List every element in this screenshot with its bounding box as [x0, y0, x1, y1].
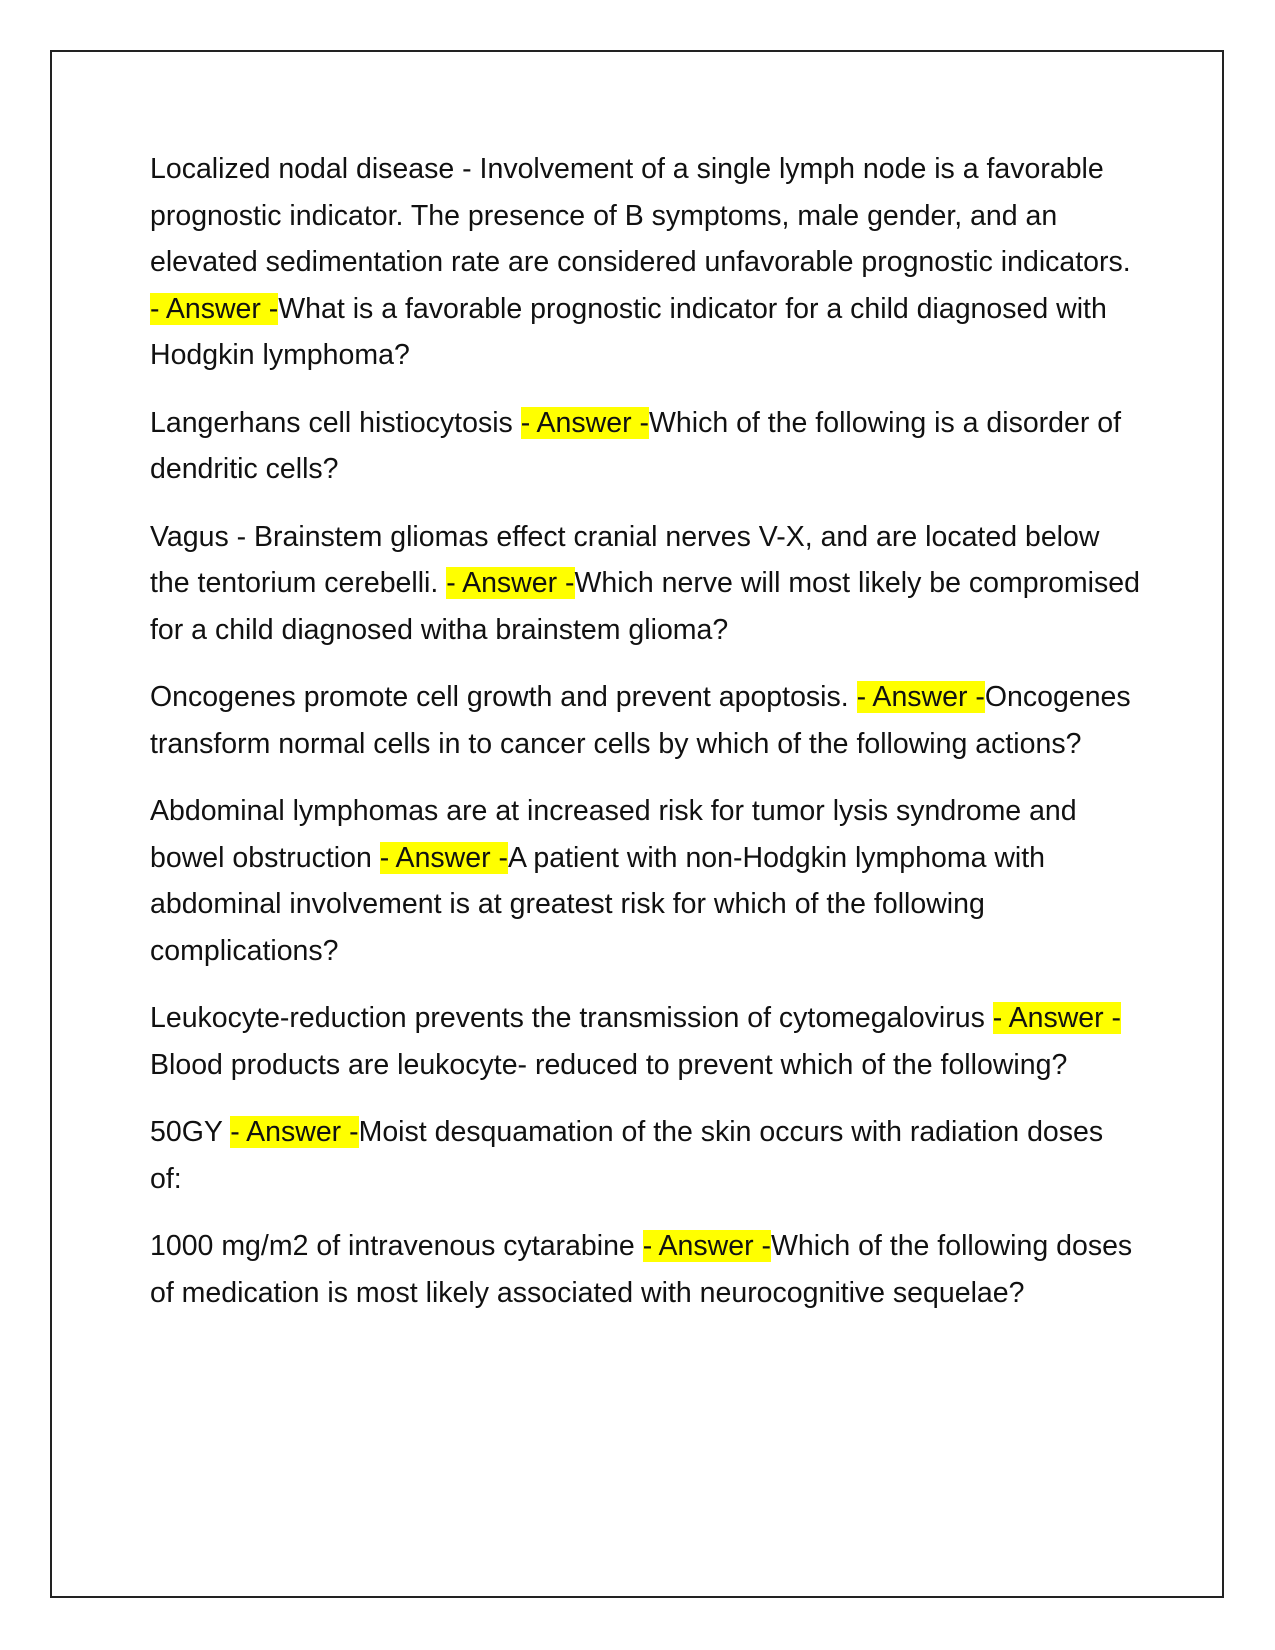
document-body — [150, 146, 1140, 1337]
answer-separator: - Answer - — [856, 681, 985, 713]
answer-text: Langerhans cell histiocytosis — [150, 406, 521, 439]
question-text: Moist desquamation of the skin occurs with radiation doses of: — [150, 1116, 1104, 1195]
question-text: Which nerve will most likely be compromised for a child diagnosed witha brainstem glioma? — [150, 567, 1140, 646]
qa-item-1 — [150, 146, 1140, 379]
question-text: Oncogenes transform normal cells in to cancer cells by which of the following actions? — [150, 681, 1131, 760]
answer-separator: - Answer - — [230, 1116, 359, 1148]
answer-text: Leukocyte-reduction prevents the transmission of cytomegalovirus — [150, 1002, 993, 1034]
answer-text: 1000 mg/m2 of intravenous cytarabine — [150, 1230, 643, 1262]
answer-text: Abdominal lymphomas are at increased risk for tumor lysis syndrome and bowel obstruction — [150, 795, 1077, 874]
qa-item-8 — [150, 1223, 1140, 1316]
qa-item-4 — [150, 674, 1140, 767]
answer-text: 50GY — [150, 1116, 231, 1148]
qa-item-6 — [150, 995, 1140, 1088]
question-text: What is a favorable prognostic indicator for a child diagnosed with Hodgkin lymphoma? — [150, 292, 1107, 371]
question-text: Which of the following is a disorder of dendritic cells? — [150, 406, 1122, 485]
answer-separator: - Answer - — [150, 292, 279, 325]
answer-text: Vagus - Brainstem gliomas effect cranial nerves V-X, and are located below the tentorium cerebelli. — [150, 520, 1100, 599]
answer-separator: - Answer - — [992, 1002, 1122, 1034]
answer-separator: - Answer - — [642, 1230, 771, 1262]
qa-item-2 — [150, 400, 1140, 493]
answer-text: Oncogenes promote cell growth and prevent apoptosis. — [150, 681, 857, 713]
qa-item-5 — [150, 788, 1140, 974]
answer-text: Localized nodal disease - Involvement of a single lymph node is a favorable prognostic indicator. The presence of B symptoms, male gender, and an elevated sedimentation rate are considered unfavorable prognostic indicators. — [150, 153, 1131, 278]
question-text: A patient with non-Hodgkin lymphoma with abdominal involvement is at greatest risk for which of the following complications? — [150, 841, 1046, 967]
question-text: Which of the following doses of medication is most likely associated with neurocognitive sequelae? — [150, 1230, 1133, 1309]
question-text: Blood products are leukocyte- reduced to prevent which of the following? — [150, 1048, 1068, 1081]
answer-separator: - Answer - — [379, 841, 508, 874]
qa-item-3 — [150, 514, 1140, 654]
answer-separator: - Answer - — [520, 406, 649, 439]
qa-item-7 — [150, 1109, 1140, 1202]
answer-separator: - Answer - — [446, 567, 575, 599]
